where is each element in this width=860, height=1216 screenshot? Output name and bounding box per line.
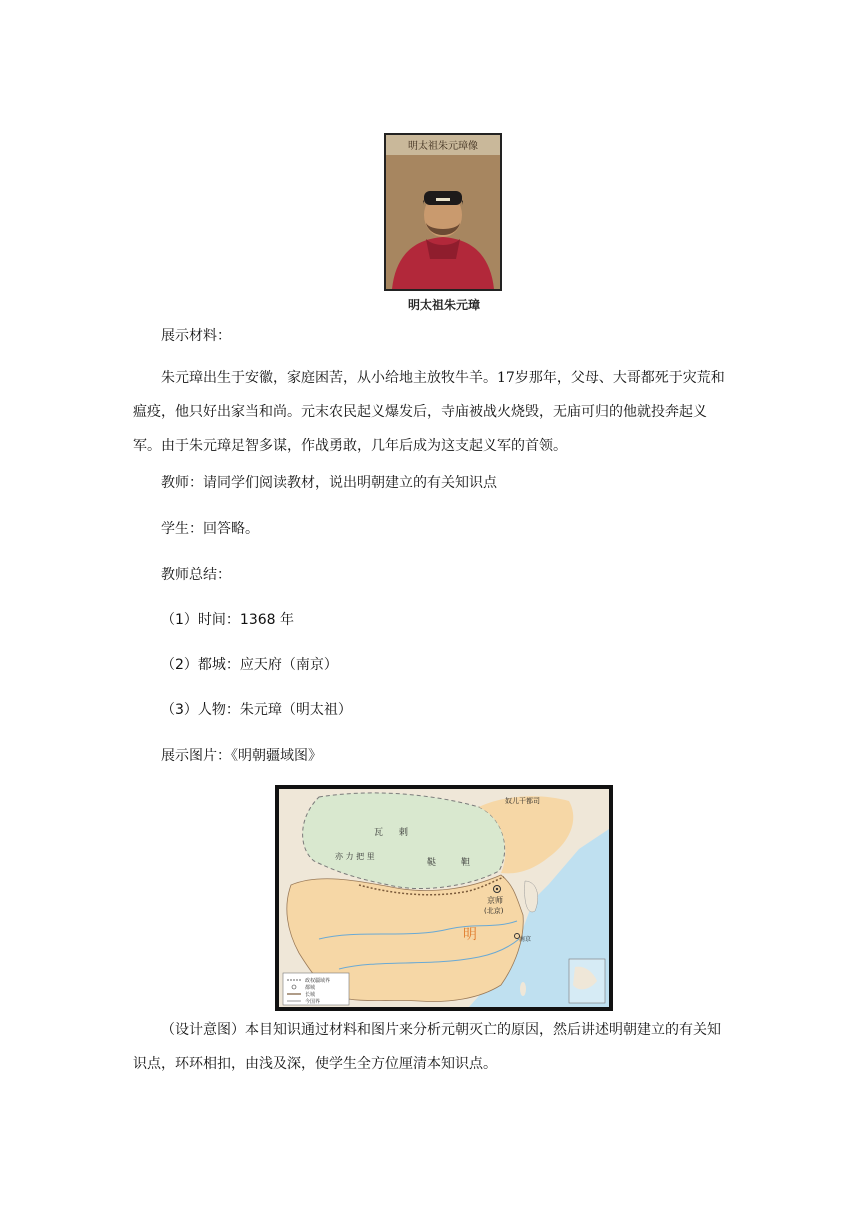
- map-label-nurgan: 奴儿干都司: [505, 797, 540, 805]
- map-heading: 展示图片：《明朝疆域图》: [161, 748, 322, 764]
- teacher-summary: 教师总结：: [161, 567, 231, 583]
- point-time: （1）时间：1368 年: [161, 612, 294, 628]
- point-capital: （2）都城：应天府（南京）: [161, 657, 338, 673]
- map-label-capital-sub: (北京): [484, 907, 504, 915]
- legend-border: 政权疆域界: [305, 978, 331, 984]
- portrait-drawing: [386, 135, 500, 289]
- portrait-caption: 明太祖朱元璋: [407, 298, 480, 312]
- map-label-wala-2: 剌: [399, 828, 409, 838]
- legend-capital: 都城: [305, 985, 316, 991]
- map-label-nanjing: 南京: [519, 936, 532, 943]
- map-label-tatar-1: 鞑: [427, 858, 437, 868]
- portrait-inscription: 明太祖朱元璋像: [408, 141, 478, 152]
- map-label-tatar-2: 靼: [461, 858, 471, 868]
- map-label-wala-1: 瓦: [374, 828, 384, 838]
- legend-modern-border: 今国界: [305, 999, 321, 1005]
- teacher-prompt: 教师：请同学们阅读教材，说出明朝建立的有关知识点: [161, 475, 497, 491]
- point-person: （3）人物：朱元璋（明太祖）: [161, 702, 352, 718]
- map-label-west: 亦 力 把 里: [335, 852, 375, 861]
- legend-wall: 长城: [305, 992, 316, 998]
- map-drawing: [279, 789, 609, 1007]
- ming-territory-map: [275, 785, 613, 1011]
- material-paragraph: 朱元璋出生于安徽，家庭困苦，从小给地主放牧牛羊。17岁那年，父母、大哥都死于灾荒和瘟疫，他只好出家当和尚。元末农民起义爆发后，寺庙被战火烧毁，无庙可归的他就投奔起义军。由于朱元璋足智多谋，作战勇敢，几年后成为这支起义军的首领。: [133, 370, 725, 454]
- material-heading: 展示材料：: [161, 328, 231, 344]
- design-note: （设计意图）本目知识通过材料和图片来分析元朝灭亡的原因，然后讲述明朝建立的有关知识点，环环相扣，由浅及深，使学生全方位厘清本知识点。: [133, 1022, 721, 1072]
- portrait-image: [384, 133, 502, 291]
- map-label-capital: 京师: [487, 896, 503, 905]
- student-answer: 学生：回答略。: [161, 521, 259, 537]
- map-label-ming: 明: [463, 927, 477, 943]
